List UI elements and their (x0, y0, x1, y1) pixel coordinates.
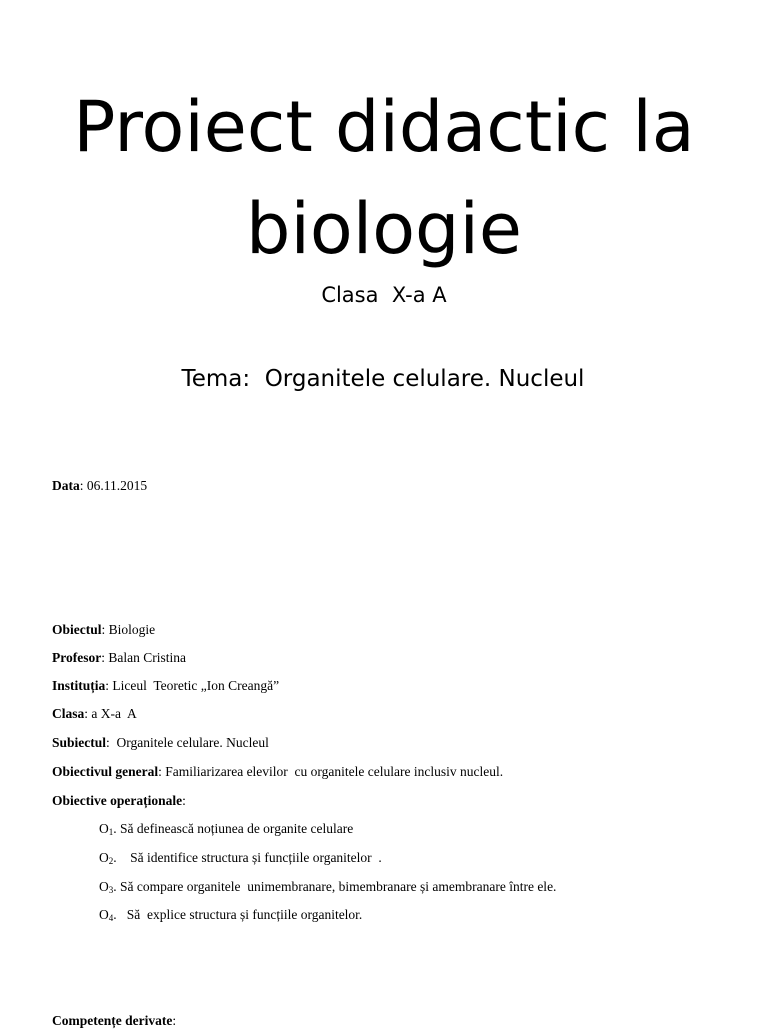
field-institutia (52, 677, 279, 695)
field-profesor (52, 649, 186, 667)
field-label: Obiective operaționale (52, 793, 183, 808)
field-value: : Familiarizarea elevilor cu organitele celulare inclusiv nucleul. (158, 764, 504, 779)
objective-code: O (99, 907, 109, 922)
field-obiectivul-general (52, 763, 503, 781)
objective-code: O (99, 879, 109, 894)
field-label: Profesor (52, 650, 102, 665)
field-label: Competențe derivate (52, 1013, 173, 1028)
objective-text: . Să identifice structura și funcțiile organitelor . (113, 850, 382, 865)
objective-index: 3 (108, 885, 114, 895)
field-value: : (172, 1013, 177, 1028)
field-value: : Biologie (101, 622, 156, 637)
field-value: : Organitele celulare. Nucleul (106, 735, 269, 750)
field-value: : (182, 793, 186, 808)
objective-text: . Să definească noțiunea de organite celulare (113, 821, 354, 836)
field-label: Subiectul (52, 735, 107, 750)
objective-item (99, 906, 362, 924)
date-label: Data (52, 478, 80, 493)
field-label: Obiectul (52, 622, 102, 637)
field-value: : a X-a A (84, 706, 137, 721)
field-subiectul (52, 734, 269, 752)
field-clasa (52, 705, 137, 723)
objective-text: . Să compare organitele unimembranare, bimembranare și amembranare între ele. (113, 879, 557, 894)
field-label: Clasa (52, 706, 85, 721)
objective-code: O (99, 821, 109, 836)
date-field (52, 477, 147, 495)
document-title: Proiect didactic la biologie (73, 86, 695, 270)
objective-item (99, 849, 382, 867)
objective-item (99, 820, 353, 838)
field-value: : Liceul Teoretic „Ion Creangă” (105, 678, 280, 693)
theme-subtitle: Tema: Organitele celulare. Nucleul (181, 366, 585, 392)
field-obiectul (52, 621, 155, 639)
objective-index: 2 (108, 856, 114, 866)
field-obiective-operationale (52, 792, 186, 810)
date-value: : 06.11.2015 (79, 478, 148, 493)
class-subtitle: Clasa X-a A (321, 283, 447, 307)
field-competente-derivate (52, 1012, 176, 1030)
field-label: Instituția (52, 678, 106, 693)
objective-item (99, 878, 556, 896)
objective-text: . Să explice structura și funcțiile organitelor. (113, 907, 363, 922)
objective-index: 4 (108, 913, 114, 923)
objective-code: O (99, 850, 109, 865)
objective-index: 1 (108, 827, 114, 837)
field-value: : Balan Cristina (101, 650, 186, 665)
field-label: Obiectivul general (52, 764, 159, 779)
